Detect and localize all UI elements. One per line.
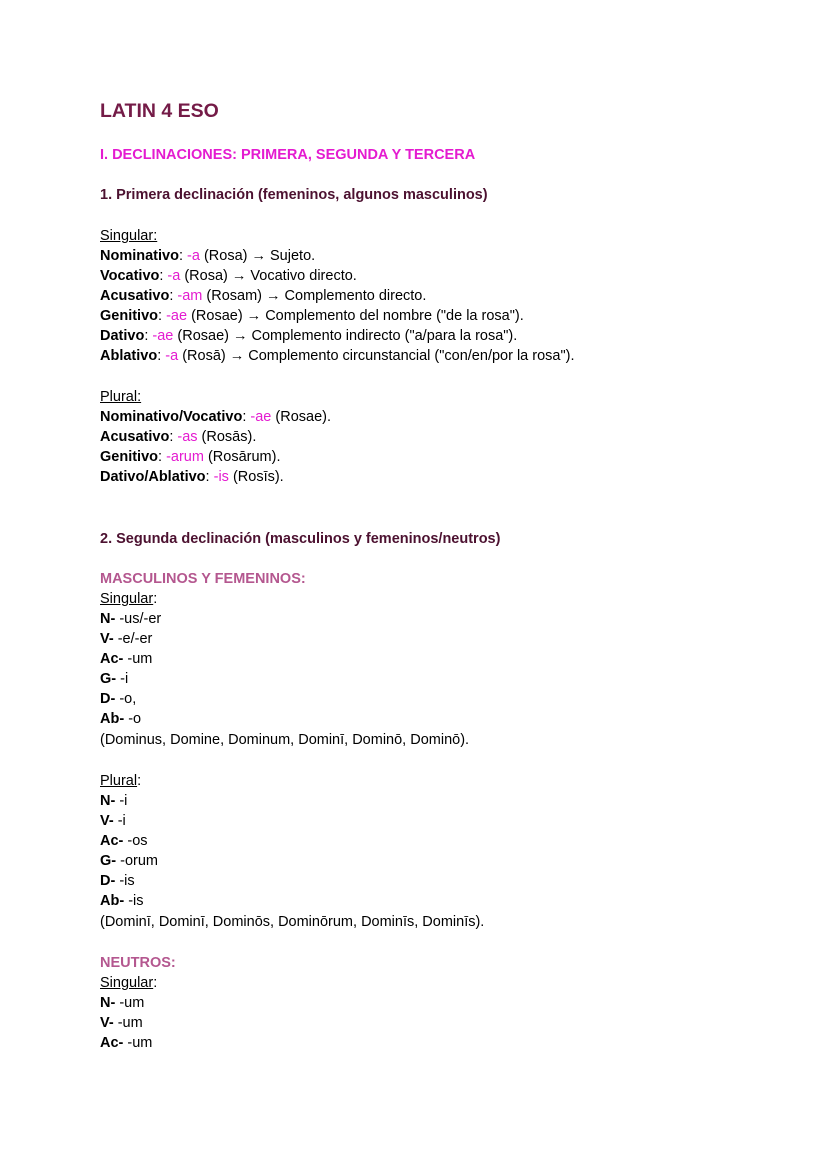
neuter-title: NEUTROS: bbox=[100, 955, 176, 971]
case-name: Dativo/Ablativo bbox=[100, 469, 206, 485]
case-ending: -is bbox=[124, 893, 144, 909]
case-name: Ablativo bbox=[100, 348, 158, 364]
case-abbr: G- bbox=[100, 853, 117, 869]
case-description: (Rosās). bbox=[197, 429, 257, 445]
case-abbr: D- bbox=[100, 873, 116, 889]
case-abbr: N- bbox=[100, 611, 116, 627]
case-description: (Rosārum). bbox=[203, 449, 281, 465]
ending-line bbox=[100, 852, 158, 870]
case-name: Dativo bbox=[100, 328, 145, 344]
ending-line bbox=[100, 1034, 152, 1052]
ending-line bbox=[100, 792, 127, 810]
case-ending: -um bbox=[123, 1035, 153, 1051]
example-line: (Dominī, Dominī, Dominōs, Dominōrum, Dominīs, Dominīs). bbox=[100, 914, 485, 930]
first-declension-heading: 1. Primera declinación (femeninos, algunos masculinos) bbox=[100, 187, 488, 203]
case-ending: -os bbox=[123, 833, 148, 849]
case-ending: -a bbox=[167, 268, 181, 284]
case-description: (Rosīs). bbox=[228, 469, 284, 485]
ending-line bbox=[100, 892, 144, 910]
case-ending: -a bbox=[165, 348, 179, 364]
case-ending: -orum bbox=[116, 853, 159, 869]
second-declension-heading: 2. Segunda declinación (masculinos y femeninos/neutros) bbox=[100, 531, 501, 547]
case-line: Vocativo: -a (Rosa) → Vocativo directo. bbox=[100, 268, 357, 284]
case-ending: -um bbox=[113, 1015, 143, 1031]
case-ending: -i bbox=[113, 813, 126, 829]
ending-line bbox=[100, 610, 161, 628]
case-name: Acusativo bbox=[100, 288, 170, 304]
case-description: (Rosa) → Vocativo directo. bbox=[180, 268, 357, 284]
case-line: Acusativo: -am (Rosam) → Complemento directo. bbox=[100, 288, 427, 304]
case-abbr: Ac- bbox=[100, 1035, 124, 1051]
ending-line bbox=[100, 832, 148, 850]
case-name: Genitivo bbox=[100, 308, 159, 324]
case-line: Genitivo: -ae (Rosae) → Complemento del nombre ("de la rosa"). bbox=[100, 308, 524, 324]
case-ending: -ae bbox=[250, 409, 272, 425]
case-line: Dativo/Ablativo: -is (Rosīs). bbox=[100, 469, 284, 485]
section-title: I. DECLINACIONES: PRIMERA, SEGUNDA Y TERCERA bbox=[100, 147, 476, 163]
ending-line bbox=[100, 630, 152, 648]
case-name: Nominativo bbox=[100, 248, 179, 264]
case-description: (Rosā) → Complemento circunstancial ("con/en/por la rosa"). bbox=[178, 348, 575, 364]
case-ending: -a bbox=[187, 248, 200, 264]
case-name: Genitivo bbox=[100, 449, 159, 465]
ending-line bbox=[100, 1014, 143, 1032]
ending-line bbox=[100, 994, 144, 1012]
document-title: LATIN 4 ESO bbox=[100, 100, 219, 122]
case-line: Nominativo/Vocativo: -ae (Rosae). bbox=[100, 409, 332, 425]
case-ending: -as bbox=[177, 429, 198, 445]
case-line: Nominativo: -a (Rosa) → Sujeto. bbox=[100, 248, 316, 264]
case-ending: -ae bbox=[152, 328, 174, 344]
case-description: (Rosae) → Complemento del nombre ("de la rosa"). bbox=[187, 308, 524, 324]
case-ending: -o, bbox=[115, 691, 137, 707]
case-line: Dativo: -ae (Rosae) → Complemento indirecto ("a/para la rosa"). bbox=[100, 328, 518, 344]
case-line: Acusativo: -as (Rosās). bbox=[100, 429, 257, 445]
case-abbr: Ab- bbox=[100, 893, 125, 909]
case-ending: -e/-er bbox=[113, 631, 153, 647]
case-name: Nominativo/Vocativo bbox=[100, 409, 243, 425]
case-ending: -is bbox=[115, 873, 135, 889]
case-abbr: Ac- bbox=[100, 833, 124, 849]
ending-line bbox=[100, 812, 126, 830]
case-description: (Rosa) → Sujeto. bbox=[199, 248, 316, 264]
case-ending: -is bbox=[213, 469, 229, 485]
case-ending: -i bbox=[116, 671, 129, 687]
case-abbr: N- bbox=[100, 995, 116, 1011]
case-name: Vocativo bbox=[100, 268, 160, 284]
ending-line bbox=[100, 670, 128, 688]
case-ending: -am bbox=[177, 288, 203, 304]
ending-line bbox=[100, 872, 135, 890]
singular-label: Singular: bbox=[100, 591, 158, 607]
case-abbr: V- bbox=[100, 631, 114, 647]
singular-label: Singular: bbox=[100, 228, 158, 244]
case-line: Genitivo: -arum (Rosārum). bbox=[100, 449, 281, 465]
case-abbr: V- bbox=[100, 1015, 114, 1031]
case-ending: -us/-er bbox=[115, 611, 162, 627]
case-abbr: N- bbox=[100, 793, 116, 809]
case-description: (Rosae). bbox=[271, 409, 332, 425]
masculine-feminine-title: MASCULINOS Y FEMENINOS: bbox=[100, 571, 306, 587]
case-abbr: V- bbox=[100, 813, 114, 829]
case-ending: -um bbox=[123, 651, 153, 667]
example-line: (Dominus, Domine, Dominum, Dominī, Dominō, Dominō). bbox=[100, 732, 470, 748]
case-description: (Rosae) → Complemento indirecto ("a/para la rosa"). bbox=[173, 328, 518, 344]
case-ending: -um bbox=[115, 995, 145, 1011]
singular-label: Singular: bbox=[100, 975, 158, 991]
case-ending: -o bbox=[124, 711, 142, 727]
case-abbr: Ab- bbox=[100, 711, 125, 727]
case-name: Acusativo bbox=[100, 429, 170, 445]
case-abbr: G- bbox=[100, 671, 117, 687]
ending-line bbox=[100, 710, 141, 728]
ending-line bbox=[100, 690, 136, 708]
case-description: (Rosam) → Complemento directo. bbox=[202, 288, 427, 304]
case-line: Ablativo: -a (Rosā) → Complemento circunstancial ("con/en/por la rosa"). bbox=[100, 348, 575, 364]
case-abbr: D- bbox=[100, 691, 116, 707]
ending-line bbox=[100, 650, 152, 668]
case-ending: -i bbox=[115, 793, 128, 809]
plural-label: Plural: bbox=[100, 773, 142, 789]
case-ending: -arum bbox=[166, 449, 204, 465]
plural-label: Plural: bbox=[100, 389, 142, 405]
case-ending: -ae bbox=[166, 308, 188, 324]
case-abbr: Ac- bbox=[100, 651, 124, 667]
